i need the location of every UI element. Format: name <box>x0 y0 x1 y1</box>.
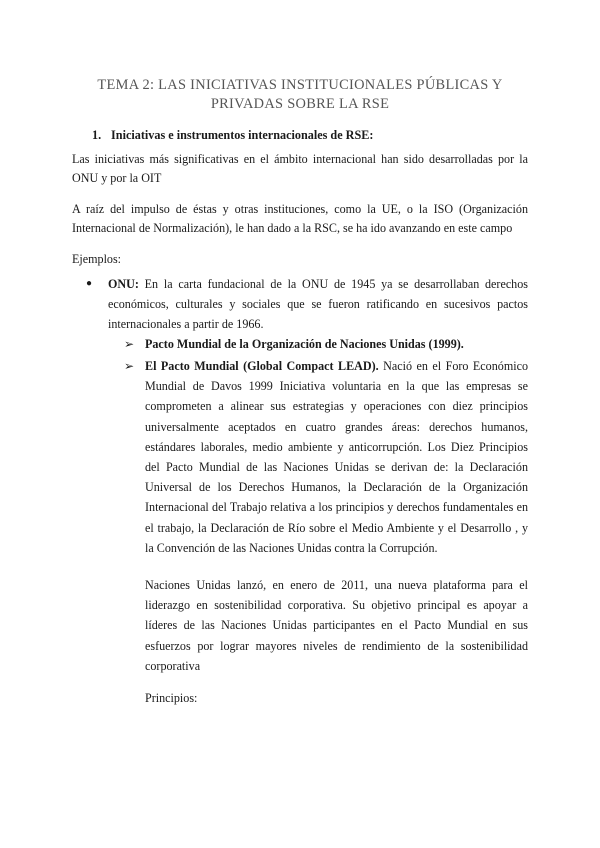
paragraph-principios: Principios: <box>145 691 198 705</box>
arrow-icon: ➢ <box>124 359 135 373</box>
bullet-onu-label: ONU: <box>108 277 139 291</box>
subitem-pacto-mundial-text: Pacto Mundial de la Organización de Naciones Unidas (1999). <box>145 337 464 351</box>
section-heading-text: Iniciativas e instrumentos internacionales de RSE: <box>111 128 374 142</box>
bullet-icon: ● <box>86 278 93 289</box>
section-heading <box>92 127 373 144</box>
bullet-onu-body: En la carta fundacional de la ONU de 1945 ya se desarrollaban derechos económicos, culturales y sociales que se fueron ratificando en sucesivos pactos internacionales a partir de 1966. <box>108 277 528 331</box>
paragraph-plataforma-2011: Naciones Unidas lanzó, en enero de 2011, una nueva plataforma para el liderazgo en sostenibilidad corporativa. Su objetivo principal es apoyar a líderes de las Naciones Unidas participantes en el Pacto Mundial en sus esfuerzos por lograr mayores niveles de rendimiento de la sostenibilidad corporativa <box>145 578 528 673</box>
paragraph-ejemplos: Ejemplos: <box>72 252 122 266</box>
paragraph-onu-oit: Las iniciativas más significativas en el ámbito internacional han sido desarrolladas por la ONU y por la OIT <box>72 152 528 185</box>
bullet-onu-text <box>108 274 528 334</box>
arrow-icon: ➢ <box>124 337 135 351</box>
section-number: 1. <box>92 128 102 142</box>
subitem-global-compact-text: Nació en el Foro Económico Mundial de Davos 1999 Iniciativa voluntaria en la que las empresas se comprometen a alinear sus estrategias y operaciones con diez principios universalmente aceptados en cuatro grandes áreas: derechos humanos, estándares laborales, medio ambiente y anticorrupción. Los Diez Principios del Pacto Mundial de las Naciones Unidas se derivan de: la Declaración Universal de los Derechos Humanos, la Declaración de la Organización Internacional del Trabajo relativa a los principios y derechos fundamentales en el trabajo, la Declaración de Río sobre el Medio Ambiente y el Desarrollo , y la Convención de las Naciones Unidas contra la Corrupción. <box>145 359 528 555</box>
title-line-1: TEMA 2: LAS INICIATIVAS INSTITUCIONALES PÚBLICAS Y <box>97 77 503 93</box>
page-title <box>60 76 540 114</box>
title-line-2: PRIVADAS SOBRE LA RSE <box>210 96 390 112</box>
subitem-global-compact-label: El Pacto Mundial (Global Compact LEAD). <box>145 359 379 373</box>
paragraph-impulso: A raíz del impulso de éstas y otras instituciones, como la UE, o la ISO (Organización Internacional de Normalización), le han dado a la RSC, se ha ido avanzando en este campo <box>72 202 528 235</box>
